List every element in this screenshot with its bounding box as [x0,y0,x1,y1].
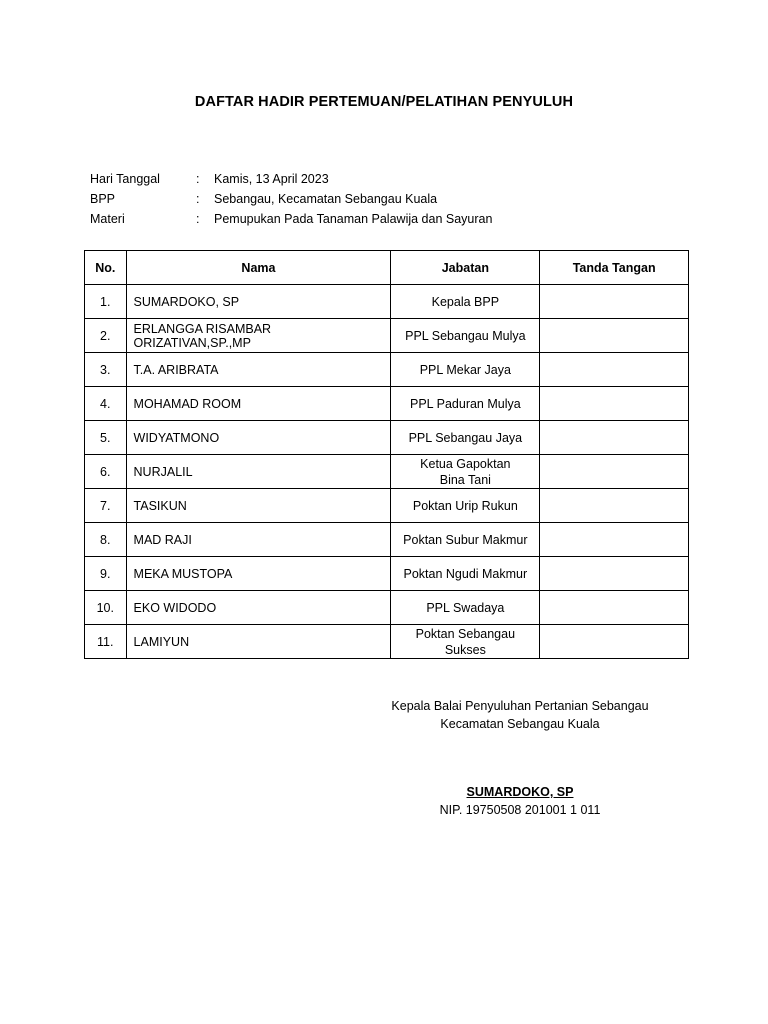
cell-nama: NURJALIL [126,455,391,489]
cell-jabatan [391,387,540,421]
cell-jabatan-line: PPL Mekar Jaya [419,362,511,377]
table-row [85,557,689,591]
cell-jabatan-line: Poktan Sebangau [415,626,516,641]
table-row [85,421,689,455]
cell-jabatan-line: Bina Tani [439,472,491,487]
info-value: Pemupukan Pada Tanaman Palawija dan Sayuran [214,212,493,226]
cell-nama: MEKA MUSTOPA [126,557,391,591]
cell-tanda-tangan[interactable] [540,523,689,557]
cell-nama: TASIKUN [126,489,391,523]
cell-tanda-tangan[interactable] [540,387,689,421]
cell-nama: LAMIYUN [126,625,391,659]
cell-nama: WIDYATMONO [126,421,391,455]
cell-tanda-tangan[interactable] [540,625,689,659]
cell-tanda-tangan[interactable] [540,557,689,591]
cell-jabatan-line: PPL Swadaya [426,600,505,615]
signature-org-line1: Kepala Balai Penyuluhan Pertanian Sebangau [391,699,649,713]
cell-nama: ERLANGGA RISAMBAR ORIZATIVAN,SP.,MP [126,319,391,353]
cell-jabatan [391,591,540,625]
cell-jabatan-line: Kepala BPP [431,294,500,309]
info-value: Kamis, 13 April 2023 [214,172,329,186]
info-label: BPP [90,192,116,206]
table-row [85,285,689,319]
header-jabatan: Jabatan [391,251,540,285]
cell-jabatan [391,489,540,523]
cell-tanda-tangan[interactable] [540,489,689,523]
info-separator: : [196,212,200,226]
table-row [85,353,689,387]
header-tanda-tangan: Tanda Tangan [540,251,689,285]
header-nama: Nama [126,251,391,285]
signature-org-line2: Kecamatan Sebangau Kuala [440,717,600,731]
cell-jabatan-line: Poktan Subur Makmur [403,532,528,547]
cell-tanda-tangan[interactable] [540,455,689,489]
table-row [85,455,689,489]
cell-nama: EKO WIDODO [126,591,391,625]
info-separator: : [196,172,200,186]
cell-nama: SUMARDOKO, SP [126,285,391,319]
table-body [85,285,689,659]
document-title: DAFTAR HADIR PERTEMUAN/PELATIHAN PENYULUH [194,94,574,110]
cell-no: 9. [85,557,127,591]
cell-jabatan-line: Sukses [444,642,486,657]
table-row [85,625,689,659]
signature-name: SUMARDOKO, SP [466,785,574,799]
cell-nama: MAD RAJI [126,523,391,557]
cell-tanda-tangan[interactable] [540,591,689,625]
signature-nip: NIP. 19750508 201001 1 011 [439,803,601,817]
cell-no: 7. [85,489,127,523]
cell-no: 4. [85,387,127,421]
info-row-materi [90,209,492,229]
cell-no: 3. [85,353,127,387]
cell-jabatan [391,319,540,353]
cell-no: 1. [85,285,127,319]
cell-no: 2. [85,319,127,353]
cell-nama: T.A. ARIBRATA [126,353,391,387]
cell-jabatan-line: PPL Sebangau Jaya [408,430,523,445]
table-header-row [85,251,689,285]
cell-jabatan [391,421,540,455]
info-row-bpp [90,189,492,209]
cell-jabatan [391,353,540,387]
info-value: Sebangau, Kecamatan Sebangau Kuala [214,192,438,206]
table-row [85,319,689,353]
cell-tanda-tangan[interactable] [540,421,689,455]
cell-tanda-tangan[interactable] [540,319,689,353]
attendance-table [84,250,689,659]
cell-no: 10. [85,591,127,625]
cell-jabatan [391,455,540,489]
cell-tanda-tangan[interactable] [540,285,689,319]
table-row [85,489,689,523]
header-no: No. [85,251,127,285]
table-row [85,387,689,421]
info-block [90,169,492,229]
cell-jabatan-line: PPL Sebangau Mulya [405,328,526,343]
signature-organization [380,697,660,733]
cell-jabatan-line: Poktan Urip Rukun [412,498,518,513]
cell-no: 5. [85,421,127,455]
info-row-date [90,169,492,189]
cell-jabatan-line: PPL Paduran Mulya [409,396,521,411]
cell-nama: MOHAMAD ROOM [126,387,391,421]
cell-jabatan [391,285,540,319]
cell-tanda-tangan[interactable] [540,353,689,387]
info-label: Hari Tanggal [90,172,160,186]
cell-jabatan [391,523,540,557]
table-row [85,591,689,625]
cell-jabatan [391,625,540,659]
cell-jabatan-line: Poktan Ngudi Makmur [403,566,528,581]
cell-jabatan-line: Ketua Gapoktan [420,456,511,471]
cell-no: 6. [85,455,127,489]
cell-no: 11. [85,625,127,659]
info-label: Materi [90,212,125,226]
info-separator: : [196,192,200,206]
cell-no: 8. [85,523,127,557]
cell-jabatan [391,557,540,591]
table-row [85,523,689,557]
